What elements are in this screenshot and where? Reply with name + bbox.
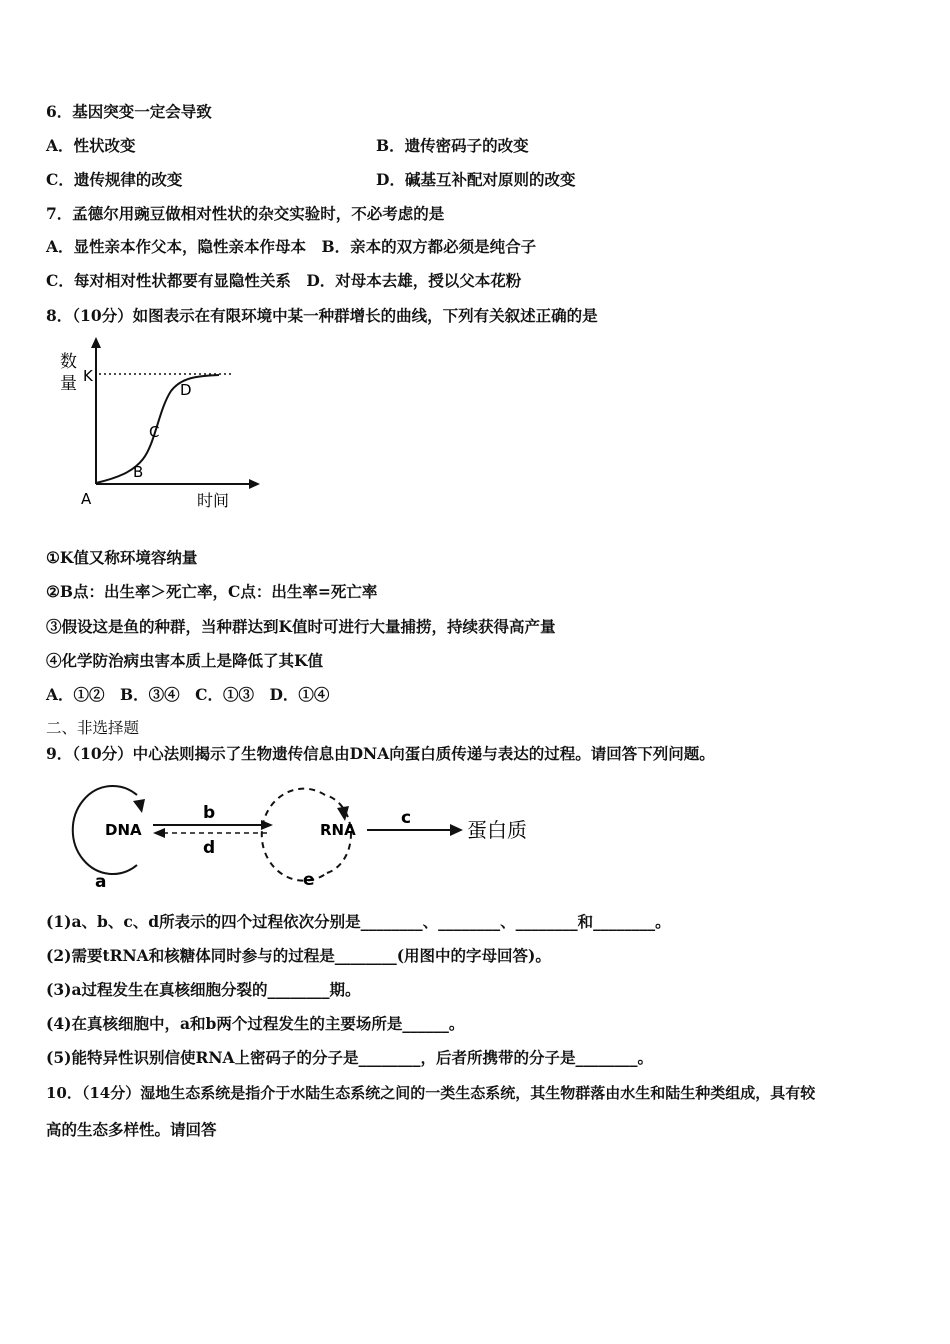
rna-label: RNA [320,821,356,839]
y-label-1: 数 [60,352,77,372]
point-b-label: B [133,463,144,481]
protein-label: 蛋白质 [467,818,527,842]
q6-option-b: B．遗传密码子的改变 [376,136,529,155]
y-axis-arrow [91,337,101,348]
translation-arrow [450,824,463,836]
transcription-arrow [261,820,273,830]
rna-replication-loop [262,789,327,881]
q7-options-ab: A．显性亲本作父本，隐性亲本作母本 B．亲本的双方都必须是纯合子 [46,237,537,256]
section-heading: 二、非选择题 [46,719,140,737]
q9-part-5: (5)能特异性识别信使RNA上密码子的分子是________，后者所携带的分子是________。 [46,1048,654,1067]
q9-part-1: (1)a、b、c、d所表示的四个过程依次分别是________、________、________和________。 [46,912,671,931]
x-label: 时间 [197,491,230,510]
process-c-label: c [401,808,412,828]
y-label-2: 量 [60,374,77,394]
dna-label: DNA [105,821,142,839]
q6-stem: 6．基因突变一定会导致 [46,102,212,121]
process-b-label: b [203,803,216,823]
q8-stem: 8．（10分）如图表示在有限环境中某一种群增长的曲线，下列有关叙述正确的是 [46,306,598,325]
q7-options-cd: C．每对相对性状都要有显隐性关系 D．对母本去雄，授以父本花粉 [46,271,522,290]
q10-stem-line-1: 10．（14分）湿地生态系统是指介于水陆生态系统之间的一类生态系统，其生物群落由水生和陆生种类组成，具有较 [46,1084,816,1102]
replication-arrow [133,799,145,813]
point-a-label: A [81,490,92,508]
reverse-transcription-arrow [153,828,165,838]
q8-statement-1: ①K值又称环境容纳量 [46,548,198,567]
x-axis-arrow [249,479,260,489]
q9-part-2: (2)需要tRNA和核糖体同时参与的过程是________(用图中的字母回答)。 [46,946,551,965]
q9-stem: 9．（10分）中心法则揭示了生物遗传信息由DNA向蛋白质传递与表达的过程。请回答下列问题。 [46,744,715,763]
q8-options: A．①② B．③④ C．①③ D．①④ [46,685,330,704]
central-dogma-figure [45,773,555,893]
q9-part-4: (4)在真核细胞中，a和b两个过程发生的主要场所是______。 [46,1014,465,1033]
q8-statement-4: ④化学防治病虫害本质上是降低了其K值 [46,651,323,670]
process-e-label: e [303,870,315,890]
q9-part-3: (3)a过程发生在真核细胞分裂的________期。 [46,980,361,999]
population-growth-figure [55,334,270,514]
q7-stem: 7．孟德尔用豌豆做相对性状的杂交实验时，不必考虑的是 [46,204,445,223]
q8-statement-2: ②B点：出生率＞死亡率，C点：出生率=死亡率 [46,582,378,601]
process-a-label: a [95,872,107,892]
q6-option-a: A．性状改变 [46,136,136,155]
process-d-label: d [203,838,216,858]
q10-stem-line-2: 高的生态多样性。请回答 [46,1120,217,1139]
q8-statement-3: ③假设这是鱼的种群，当种群达到K值时可进行大量捕捞，持续获得高产量 [46,617,556,636]
k-label: K [83,367,93,385]
point-c-label: C [149,423,160,441]
q6-option-c: C．遗传规律的改变 [46,170,183,189]
point-d-label: D [180,381,192,399]
q6-option-d: D．碱基互补配对原则的改变 [376,170,576,189]
